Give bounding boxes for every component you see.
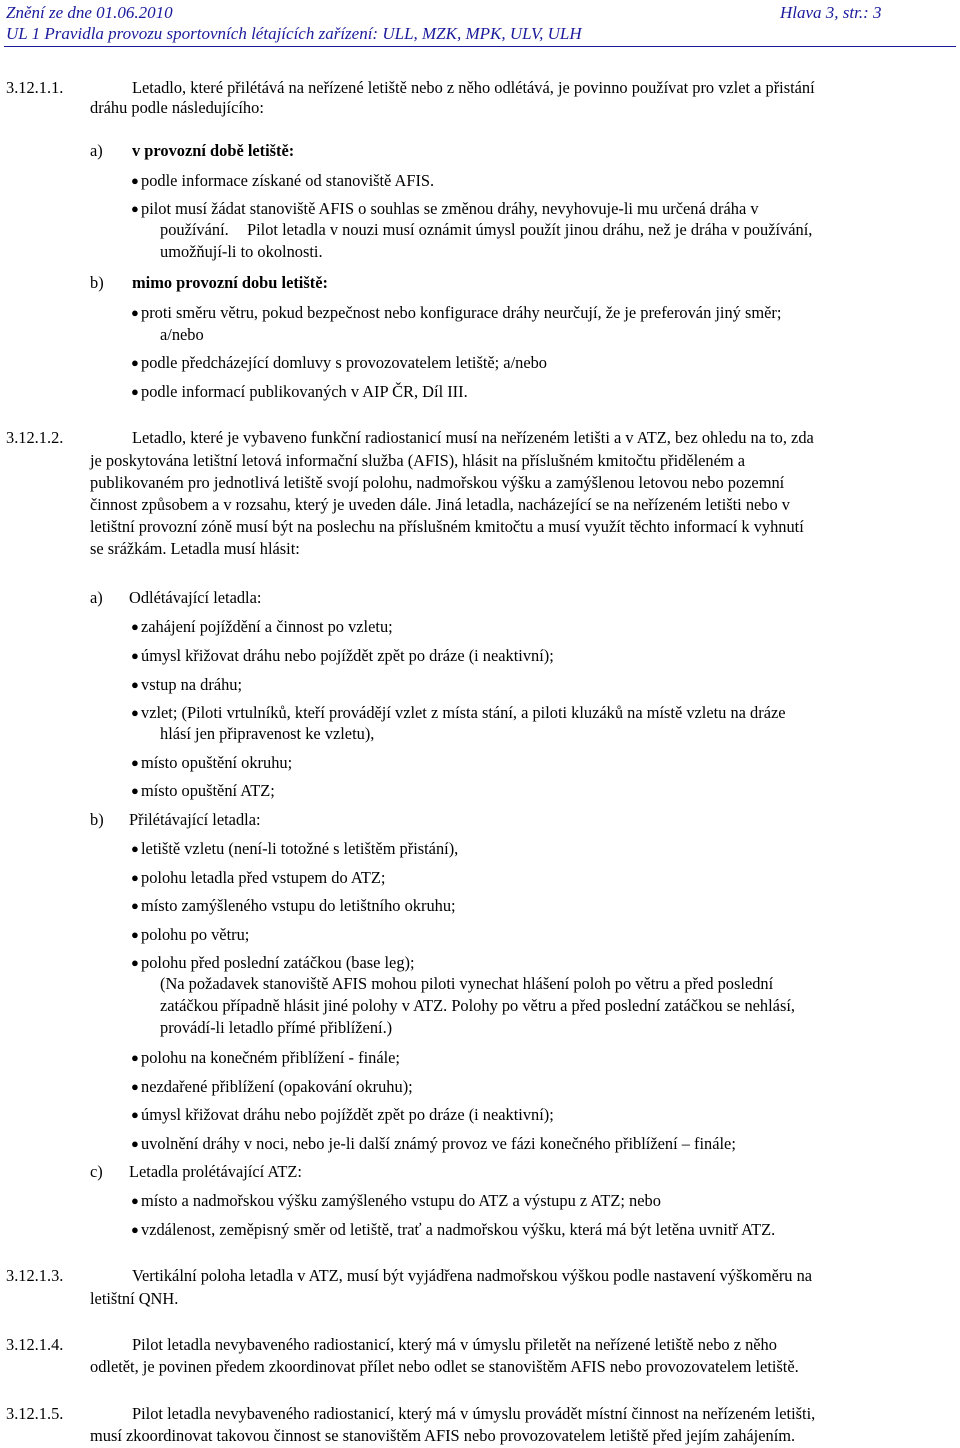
list-heading: mimo provozní dobu letiště: bbox=[132, 273, 328, 292]
list-item: podle předcházející domluvy s provozovatelem letiště; a/nebo bbox=[141, 353, 547, 372]
list-letter: b) bbox=[90, 810, 104, 829]
bullet-icon: ● bbox=[131, 927, 139, 942]
list-letter: a) bbox=[90, 141, 103, 160]
bullet-icon: ● bbox=[131, 1107, 139, 1122]
list-item-note: (Na požadavek stanoviště AFIS mohou piloti vynechat hlášení poloh po větru a před poslední bbox=[160, 974, 774, 993]
bullet-icon: ● bbox=[131, 705, 139, 720]
list-item: nezdařené přiblížení (opakování okruhu); bbox=[141, 1077, 413, 1096]
bullet-icon: ● bbox=[131, 1136, 139, 1151]
section-number: 3.12.1.3. bbox=[6, 1266, 64, 1285]
list-item-note: zatáčkou případně hlásit jiné polohy v ATZ. Polohy po větru a před poslední zatáčkou se nehlásí, bbox=[160, 996, 795, 1015]
list-letter: a) bbox=[90, 588, 103, 607]
list-item: úmysl křižovat dráhu nebo pojíždět zpět po dráze (i neaktivní); bbox=[141, 1105, 554, 1124]
paragraph-line: Letadlo, které přilétává na neřízené letiště nebo z něho odlétává, je povinno používat pro vzlet a přistání bbox=[132, 78, 815, 97]
list-item: vzlet; (Piloti vrtulníků, kteří provádějí vzlet z místa stání, a piloti kluzáků na místě vzletu na dráze bbox=[141, 703, 786, 722]
list-item-continuation: a/nebo bbox=[160, 325, 204, 344]
paragraph-line: odletět, je povinen předem zkoordinovat přílet nebo odlet se stanovištěm AFIS nebo provozovatelem letiště. bbox=[90, 1357, 799, 1376]
list-item: podle informace získané od stanoviště AFIS. bbox=[141, 171, 435, 190]
paragraph-line: je poskytována letištní letová informační služba (AFIS), hlásit na příslušném kmitočtu přiděleném a bbox=[90, 451, 746, 470]
list-item: vstup na dráhu; bbox=[141, 675, 243, 694]
list-item: polohu na konečném přiblížení - finále; bbox=[141, 1048, 400, 1067]
list-letter: b) bbox=[90, 273, 104, 292]
bullet-icon: ● bbox=[131, 1050, 139, 1065]
list-item: podle informací publikovaných v AIP ČR, Díl III. bbox=[141, 382, 468, 401]
paragraph-line: Pilot letadla nevybaveného radiostanicí, který má v úmyslu přiletět na neřízené letiště nebo z něho bbox=[132, 1335, 777, 1354]
bullet-icon: ● bbox=[131, 355, 139, 370]
paragraph-line: letištní QNH. bbox=[90, 1289, 179, 1308]
list-item: místo opuštění okruhu; bbox=[141, 753, 293, 772]
section-number: 3.12.1.4. bbox=[6, 1335, 64, 1354]
list-item: pilot musí žádat stanoviště AFIS o souhlas se změnou dráhy, nevyhovuje-li mu určená dráha v bbox=[141, 199, 759, 218]
bullet-icon: ● bbox=[131, 755, 139, 770]
list-heading: Letadla prolétávající ATZ: bbox=[129, 1162, 302, 1181]
bullet-icon: ● bbox=[131, 783, 139, 798]
list-item: vzdálenost, zeměpisný směr od letiště, trať a nadmořskou výšku, která má být letěna uvnitř ATZ. bbox=[141, 1220, 776, 1239]
list-heading: Odlétávající letadla: bbox=[129, 588, 262, 607]
list-item-note: provádí-li letadlo přímé přiblížení.) bbox=[160, 1018, 393, 1037]
bullet-icon: ● bbox=[131, 384, 139, 399]
list-item: polohu po větru; bbox=[141, 925, 250, 944]
paragraph-line: letištní provozní zóně musí být na poslechu na příslušném kmitočtu a musí využít těchto informací k vyhnutí bbox=[90, 517, 804, 536]
header-subtitle: UL 1 Pravidla provozu sportovních létajících zařízení: ULL, MZK, MPK, ULV, ULH bbox=[6, 24, 582, 43]
paragraph-line: musí zkoordinovat takovou činnost se stanovištěm AFIS nebo provozovatelem letiště před jejím zahájením. bbox=[90, 1426, 796, 1445]
paragraph-line: Pilot letadla nevybaveného radiostanicí, který má v úmyslu provádět místní činnost na neřízeném letišti, bbox=[132, 1404, 816, 1423]
paragraph-line: Letadlo, které je vybaveno funkční radiostanicí musí na neřízeném letišti a v ATZ, bez ohledu na to, zda bbox=[132, 428, 814, 447]
bullet-icon: ● bbox=[131, 898, 139, 913]
list-item: polohu letadla před vstupem do ATZ; bbox=[141, 868, 386, 887]
paragraph-line: činnost způsobem a v rozsahu, který je uveden dále. Jiná letadla, nacházející se na neřízeném letišti nebo v bbox=[90, 495, 790, 514]
bullet-icon: ● bbox=[131, 1193, 139, 1208]
list-item-continuation: hlásí jen připravenost ke vzletu), bbox=[160, 724, 375, 743]
paragraph-line: publikovaném pro jednotlivá letiště svojí polohu, nadmořskou výšku a zamýšlenou letovou nebo pozemní bbox=[90, 473, 785, 492]
header-date: Znění ze dne 01.06.2010 bbox=[6, 3, 173, 22]
bullet-icon: ● bbox=[131, 955, 139, 970]
list-item: polohu před poslední zatáčkou (base leg); bbox=[141, 953, 415, 972]
list-item: uvolnění dráhy v noci, nebo je-li další známý provoz ve fázi konečného přiblížení – finále; bbox=[141, 1134, 736, 1153]
list-item: místo opuštění ATZ; bbox=[141, 781, 275, 800]
bullet-icon: ● bbox=[131, 305, 139, 320]
list-item: místo zamýšleného vstupu do letištního okruhu; bbox=[141, 896, 456, 915]
list-heading: Přilétávající letadla: bbox=[129, 810, 261, 829]
paragraph-line: se srážkám. Letadla musí hlásit: bbox=[90, 539, 300, 558]
paragraph-line: dráhu podle následujícího: bbox=[90, 98, 264, 117]
bullet-icon: ● bbox=[131, 677, 139, 692]
section-number: 3.12.1.1. bbox=[6, 78, 64, 97]
bullet-icon: ● bbox=[131, 648, 139, 663]
bullet-icon: ● bbox=[131, 173, 139, 188]
list-heading: v provozní době letiště: bbox=[132, 141, 295, 160]
list-item-continuation: používání. bbox=[160, 220, 229, 239]
list-item: místo a nadmořskou výšku zamýšleného vstupu do ATZ a výstupu z ATZ; nebo bbox=[141, 1191, 661, 1210]
bullet-icon: ● bbox=[131, 841, 139, 856]
list-item: úmysl křižovat dráhu nebo pojíždět zpět po dráze (i neaktivní); bbox=[141, 646, 554, 665]
bullet-icon: ● bbox=[131, 201, 139, 216]
bullet-icon: ● bbox=[131, 1222, 139, 1237]
header-rule bbox=[4, 46, 956, 47]
section-number: 3.12.1.5. bbox=[6, 1404, 64, 1423]
header-chapter-page: Hlava 3, str.: 3 bbox=[780, 3, 882, 22]
paragraph-line: Vertikální poloha letadla v ATZ, musí být vyjádřena nadmořskou výškou podle nastavení výškoměru na bbox=[132, 1266, 813, 1285]
section-number: 3.12.1.2. bbox=[6, 428, 64, 447]
bullet-icon: ● bbox=[131, 619, 139, 634]
bullet-icon: ● bbox=[131, 1079, 139, 1094]
list-item: Pilot letadla v nouzi musí oznámit úmysl použít jinou dráhu, než je dráha v používání, bbox=[247, 220, 813, 239]
list-item: letiště vzletu (není-li totožné s letištěm přistání), bbox=[141, 839, 459, 858]
list-item: proti směru větru, pokud bezpečnost nebo konfigurace dráhy neurčují, že je preferován jiný směr; bbox=[141, 303, 782, 322]
list-item-continuation: umožňují-li to okolnosti. bbox=[160, 242, 323, 261]
list-letter: c) bbox=[90, 1162, 103, 1181]
list-item: zahájení pojíždění a činnost po vzletu; bbox=[141, 617, 393, 636]
bullet-icon: ● bbox=[131, 870, 139, 885]
